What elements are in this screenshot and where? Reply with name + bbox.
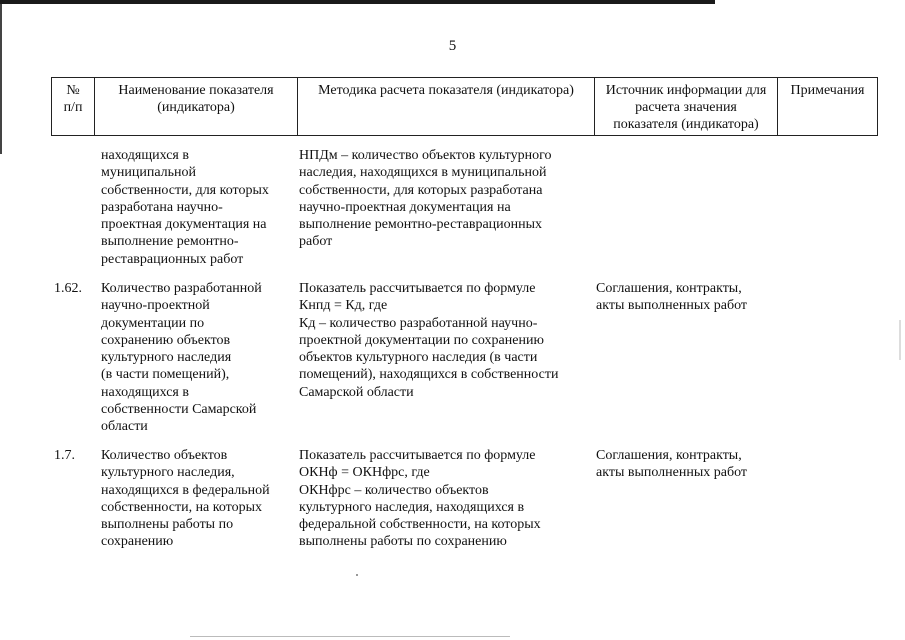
calculation-method: Показатель рассчитывается по формуле ОКНф = ОКНфрс, где ОКНфрс – количество объектов культурного наследия, находящихся в федеральной собственности, на которых выполнены работы по сохранению: [299, 448, 541, 550]
calculation-method: Показатель рассчитывается по формуле Кнпд = Кд, где Кд – количество разработанной научно- проектной документации по сохранению объектов культурного наследия (в части помещений), находящихся в собственности Самарской области: [299, 281, 559, 400]
header-num: № п/п: [52, 78, 95, 136]
page-number: 5: [448, 38, 457, 54]
header-method: Методика расчета показателя (индикатора): [298, 78, 595, 136]
indicator-name: Количество разработанной научно-проектной документации по сохранению объектов культурного наследия (в части помещений), находящихся в собственности Самарской области: [101, 281, 262, 435]
header-notes: Примечания: [778, 78, 878, 136]
header-source: Источник информации для расчета значения показателя (индикатора): [595, 78, 778, 136]
scan-border-bottom: [190, 636, 510, 637]
scan-speck: [356, 574, 358, 576]
row-number: 1.7.: [54, 448, 75, 463]
indicator-name: находящихся в муниципальной собственности, для которых разработана научно- проектная документация на выполнение ремонтно- реставрационных работ: [101, 148, 269, 267]
scan-border-left: [0, 4, 2, 154]
row-number: 1.62.: [54, 281, 82, 296]
indicator-name: Количество объектов культурного наследия, находящихся в федеральной собственности, на которых выполнены работы по сохранению: [101, 448, 270, 550]
information-source: Соглашения, контракты, акты выполненных работ: [596, 281, 748, 314]
table-header: [51, 77, 878, 136]
information-source: Соглашения, контракты, акты выполненных работ: [596, 448, 748, 481]
scan-speck: [899, 320, 901, 360]
header-name: Наименование показателя (индикатора): [95, 78, 298, 136]
calculation-method: НПДм – количество объектов культурного наследия, находящихся в муниципальной собственности, для которых разработана научно-проектная документация на выполнение ремонтно-реставрационных работ: [299, 148, 552, 250]
scan-border-top: [0, 0, 715, 4]
